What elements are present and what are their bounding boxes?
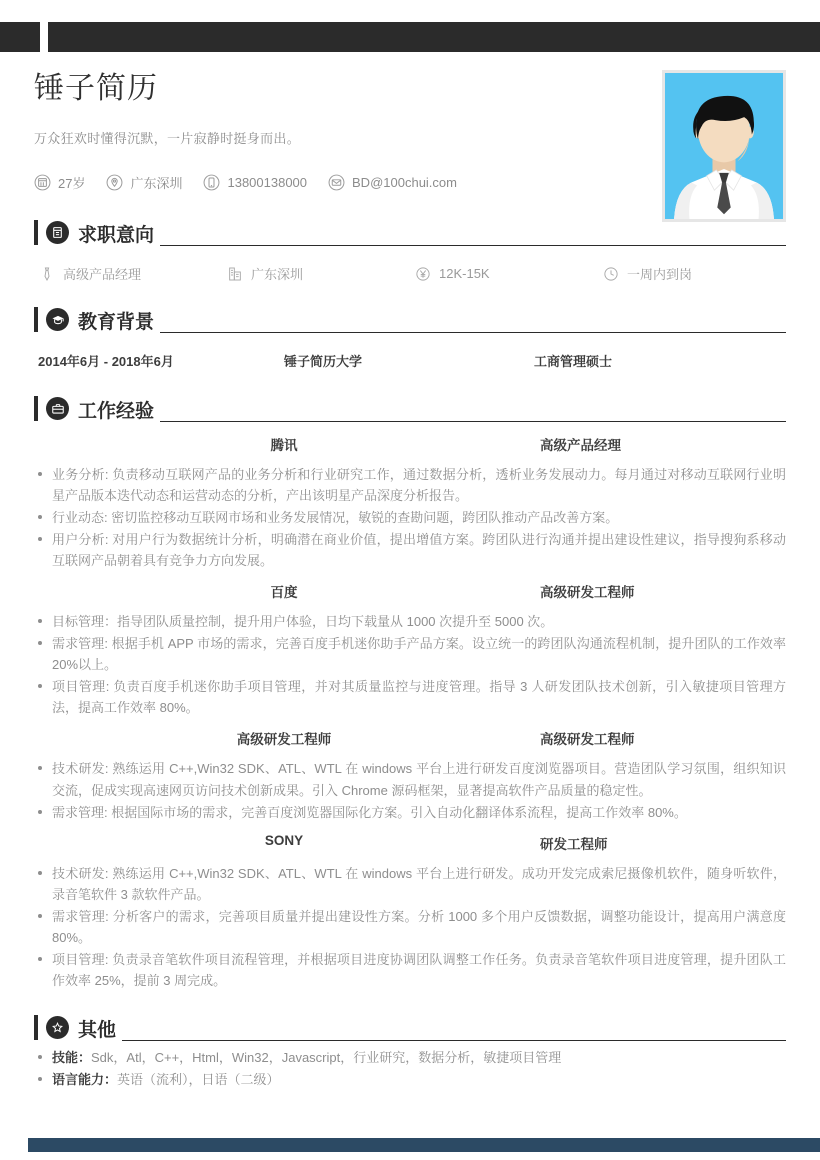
contact-age-value: 27岁	[58, 176, 86, 191]
work-job-header	[34, 728, 786, 748]
section-rule	[122, 1040, 786, 1041]
education-period: 2014年6月 - 2018年6月	[38, 354, 174, 369]
section-other	[34, 1013, 786, 1090]
list-item	[34, 1047, 786, 1068]
work-position: 高级研发工程师	[540, 732, 635, 748]
other-value: 英语（流利），日语（二级）	[117, 1071, 280, 1087]
work-position: 高级研发工程师	[540, 585, 635, 601]
work-position: 研发工程师	[540, 836, 608, 852]
contact-email	[328, 174, 457, 191]
section-header-work-experience	[34, 394, 786, 424]
intent-city	[222, 264, 410, 283]
list-item: 行业动态: 密切监控移动互联网市场和业务发展情况，敏锐的查勘问题，跨团队推动产品改善方案。	[34, 507, 786, 528]
star-icon	[46, 1016, 69, 1039]
section-title: 教育背景	[78, 312, 155, 333]
contact-age	[34, 173, 85, 192]
section-rule	[160, 245, 786, 246]
footer-accent-bar	[28, 1138, 820, 1152]
contact-location	[106, 173, 182, 192]
list-item: 需求管理: 根据手机 APP 市场的需求，完善百度手机迷你助手产品方案。设立统一的跨团队沟通流程机制，提升团队的工作效率 20%以上。	[34, 633, 786, 675]
section-accent-bar	[34, 1015, 38, 1040]
avatar	[662, 70, 786, 222]
page-title: 锤子简历	[34, 72, 158, 105]
identity-header	[34, 52, 786, 212]
section-accent-bar	[34, 396, 38, 421]
section-title: 工作经验	[78, 401, 155, 422]
intent-position	[34, 264, 222, 283]
section-work-experience	[34, 394, 786, 991]
section-rule	[160, 332, 786, 333]
work-position: 高级产品经理	[540, 438, 621, 453]
work-job-header	[34, 581, 786, 601]
resume-page	[0, 52, 820, 1160]
list-item: 项目管理: 负责录音笔软件项目流程管理，并根据项目进度协调团队调整工作任务。负责录音笔软件项目进度管理，提升团队工作效率 25%，提前 3 周完成。	[34, 949, 786, 991]
list-item	[34, 1069, 786, 1090]
work-job-entry	[34, 833, 786, 991]
other-label: 语言能力：	[52, 1071, 118, 1087]
other-list	[34, 1047, 786, 1090]
graduation-cap-icon	[46, 308, 69, 331]
intent-availability-value: 一周内到岗	[627, 267, 693, 282]
other-value: Sdk，Atl，C++，Html，Win32，Javascript，行业研究，数据分析，敏捷项目管理	[91, 1049, 562, 1065]
contact-phone-value: 13800138000	[227, 175, 308, 190]
section-job-intent	[34, 218, 786, 283]
list-item: 用户分析: 对用户行为数据统计分析，明确潜在商业价值，提出增值方案。跨团队进行沟通并提出建设性建议，指导搜狗系移动互联网产品朝着具有竞争力方向发展。	[34, 529, 786, 571]
top-accent-bar-right	[48, 22, 820, 52]
phone-icon	[203, 174, 220, 191]
work-bullet-list	[34, 758, 786, 822]
work-company: 腾讯	[270, 438, 298, 453]
clock-icon	[602, 265, 619, 282]
section-education	[34, 305, 786, 370]
contact-location-value: 广东深圳	[130, 176, 183, 191]
section-header-other	[34, 1013, 786, 1043]
list-item: 目标管理：指导团队质量控制，提升用户体验，日均下载量从 1000 次提升至 5000 次。	[34, 611, 786, 632]
contact-phone	[203, 174, 307, 191]
job-intent-grid	[34, 264, 786, 283]
envelope-icon	[328, 174, 345, 191]
section-header-job-intent	[34, 218, 786, 248]
document-icon	[46, 221, 69, 244]
intent-position-value: 高级产品经理	[63, 267, 142, 282]
intent-salary-value: 12K-15K	[439, 266, 490, 281]
contact-email-value: BD@100chui.com	[352, 175, 457, 190]
work-job-header	[34, 833, 786, 853]
work-bullet-list	[34, 611, 786, 718]
section-accent-bar	[34, 220, 38, 245]
intent-salary	[410, 264, 598, 283]
intent-city-value: 广东深圳	[251, 267, 304, 282]
work-job-entry	[34, 581, 786, 718]
work-job-entry	[34, 728, 786, 822]
list-item: 需求管理: 分析客户的需求，完善项目质量并提出建设性方案。分析 1000 多个用户反馈数据，调整功能设计，提高用户满意度 80%。	[34, 906, 786, 948]
table-row	[34, 351, 786, 370]
other-label: 技能：	[52, 1049, 92, 1065]
work-job-header	[34, 434, 786, 454]
calendar-icon	[34, 174, 51, 191]
building-icon	[226, 265, 243, 282]
education-degree: 工商管理硕士	[534, 354, 613, 369]
work-company: 高级研发工程师	[236, 732, 332, 748]
section-rule	[160, 421, 786, 422]
work-bullet-list	[34, 464, 786, 571]
location-pin-icon	[106, 174, 123, 191]
personal-motto: 万众狂欢时懂得沉默，一片寂静时挺身而出。	[34, 131, 301, 146]
briefcase-icon	[46, 397, 69, 420]
work-company: 百度	[270, 585, 298, 601]
intent-availability	[598, 264, 786, 283]
yen-icon	[414, 265, 431, 282]
list-item: 需求管理: 根据国际市场的需求，完善百度浏览器国际化方案。引入自动化翻译体系流程，提高工作效率 80%。	[34, 802, 786, 823]
section-header-education	[34, 305, 786, 335]
avatar-illustration	[665, 73, 783, 219]
list-item: 项目管理: 负责百度手机迷你助手项目管理，并对其质量监控与进度管理。指导 3 人研发团队技术创新，引入敏捷项目管理方法，提高工作效率 80%。	[34, 676, 786, 718]
list-item: 业务分析: 负责移动互联网产品的业务分析和行业研究工作，通过数据分析，透析业务发展动力。每月通过对移动互联网行业明星产品版本迭代动态和运营动态的分析，产出该明星产品深度分析报告。	[34, 464, 786, 506]
list-item: 技术研发: 熟练运用 C++,Win32 SDK、ATL、WTL 在 windows 平台上进行研发。成功开发完成索尼摄像机软件，随身听软件，录音笔软件 3 款软件产品。	[34, 863, 786, 905]
work-job-entry	[34, 434, 786, 571]
education-school: 锤子简历大学	[284, 354, 363, 369]
top-accent-bar-left	[0, 22, 40, 52]
section-title: 其他	[78, 1019, 117, 1041]
section-accent-bar	[34, 307, 38, 332]
work-company: SONY	[264, 832, 304, 848]
work-bullet-list	[34, 863, 786, 991]
list-item: 技术研发: 熟练运用 C++,Win32 SDK、ATL、WTL 在 windows 平台上进行研发百度浏览器项目。营造团队学习氛围，组织知识交流，促成实现高速网页访问技术创新成果。引入 Chrome 源码框架，显著提高软件产品质量的稳定性。	[34, 758, 786, 800]
tie-icon	[38, 265, 55, 282]
section-title: 求职意向	[78, 225, 155, 246]
